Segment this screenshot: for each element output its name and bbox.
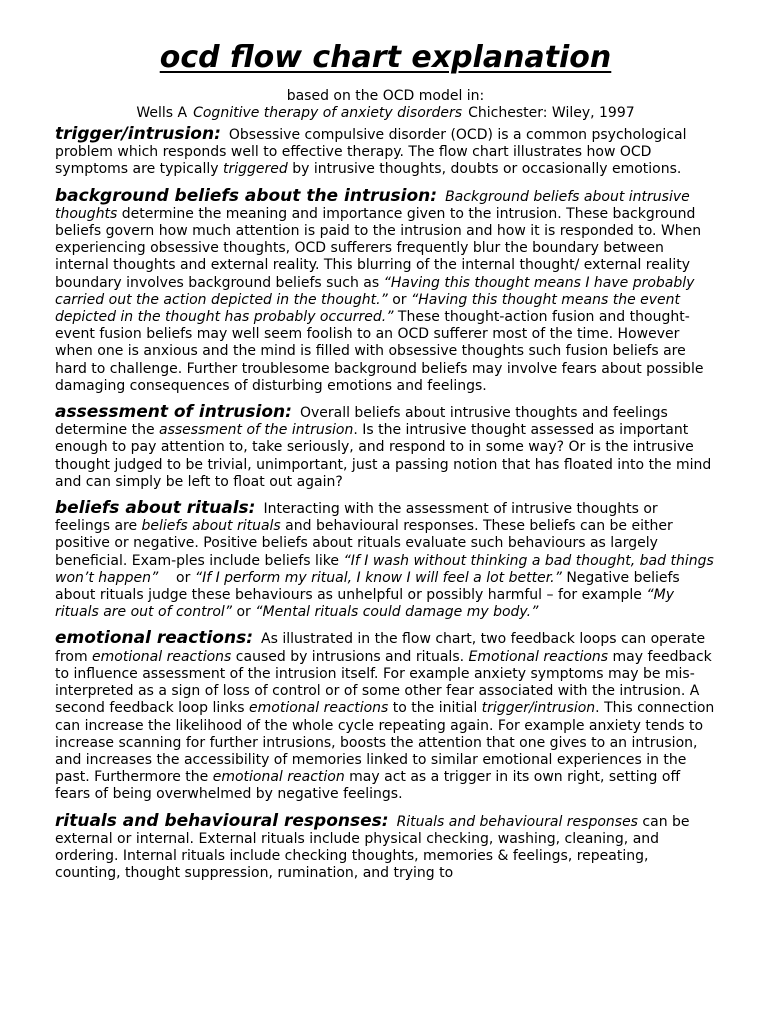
section-text: may act as a trigger in its own right, setting off fears of being overwhelmed by negative feelings. (55, 769, 681, 803)
citation-book-title: Cognitive therapy of anxiety disorders (193, 105, 463, 121)
section-beliefs-about-rituals (55, 500, 716, 621)
section-text: determine the meaning and importance given to the intrusion. These background beliefs govern how much attention is paid to the intrusion and how it is responded to. When experiencing obsessive thoughts, OCD sufferers frequently blur the boundary between internal thoughts and external reality. This blurring of the internal thought/ external reality boundary involves background beliefs such as (55, 205, 702, 291)
section-emphasis: assessment of the intrusion (159, 422, 354, 439)
section-rituals-behavioural-responses (55, 810, 716, 883)
section-emphasis: Background beliefs about intrusive thoughts (55, 188, 690, 222)
section-text: As illustrated in the flow chart, two feedback loops can operate from (55, 631, 706, 665)
section-emphasis: trigger/intrusion (481, 700, 596, 717)
section-quote: “If I perform my ritual, I know I will feel a lot better.” (194, 569, 562, 586)
section-text: Obsessive compulsive disorder (OCD) is a common psychological problem which responds well to effective therapy. The flow chart illustrates how OCD symptoms are typically (55, 127, 687, 178)
section-quote: “Having this thought means the event depicted in the thought has probably occurred.” (55, 291, 681, 326)
section-emotional-reactions (55, 630, 716, 803)
section-text: Negative beliefs about rituals judge these behaviours as unhelpful or possibly harmful – for example (55, 569, 680, 604)
section-heading: rituals and behavioural responses: (55, 810, 389, 831)
section-text: caused by intrusions and rituals. (231, 648, 469, 665)
citation-author: Wells A (136, 105, 188, 121)
section-text: Overall beliefs about intrusive thoughts and feelings determine the (55, 405, 668, 439)
section-text: . Is the intrusive thought assessed as important enough to pay attention to, take seriously, and respond to in some way? Or is the intrusive thought judged to be trivial, unimportant, just a passing notion that has floated into the mind and can simply be left to float out again? (55, 422, 712, 490)
section-quote: “Having this thought means I have probably carried out the action depicted in the thought.” (55, 274, 695, 308)
document-title: ocd flow chart explanation (159, 40, 612, 75)
section-text: . This connection can increase the likelihood of the whole cycle repeating again. For example anxiety tends to increase scanning for further intrusions, boosts the attention that one gives to an intrusion, and increases the accessibility of memories linked to similar emotional experiences in the past. Furthermore the (55, 700, 715, 786)
section-heading: trigger/intrusion: (55, 124, 221, 144)
section-background-beliefs (55, 185, 716, 395)
section-emphasis: emotional reactions (249, 700, 389, 717)
section-quote: “My rituals are out of control” (55, 587, 674, 621)
citation-intro: based on the OCD model in: (286, 88, 485, 104)
section-text: or (387, 291, 412, 308)
section-text: can be external or internal. External rituals include physical checking, washing, cleaning, and ordering. Internal rituals include checking thoughts, memories & feelings, repeating, counting, thought suppression, rumination, and trying to (55, 813, 690, 882)
section-heading: background beliefs about the intrusion: (55, 185, 438, 206)
section-emphasis: beliefs about rituals (141, 518, 281, 535)
section-text: or (232, 604, 256, 621)
section-text: by intrusive thoughts, doubts or occasionally emotions. (287, 161, 682, 178)
section-heading: emotional reactions: (55, 628, 253, 649)
section-text: and behavioural responses. These beliefs can be either positive or negative. Positive beliefs about rituals evaluate such behaviours as largely beneficial. Exam-ples include beliefs like (55, 518, 673, 569)
citation-reference (55, 105, 716, 122)
section-trigger-intrusion (55, 126, 716, 179)
section-emphasis: triggered (222, 161, 288, 178)
section-text: to the initial (388, 700, 482, 717)
section-emphasis: Emotional reactions (468, 648, 609, 665)
section-text: These thought-action fusion and thought-event fusion beliefs may well seem foolish to an OCD sufferer most of the time. However when one is anxious and the mind is filled with obsessive thoughts such fusion beliefs are hard to challenge. Further troublesome background beliefs may involve fears about possible damaging consequences of disturbing emotions and feelings. (55, 309, 704, 394)
citation-publisher: Chichester: Wiley, 1997 (468, 105, 635, 121)
section-heading: assessment of intrusion: (55, 402, 292, 423)
section-quote: “Mental rituals could damage my body.” (255, 604, 539, 621)
section-heading: beliefs about rituals: (55, 498, 256, 519)
section-text: Interacting with the assessment of intrusive thoughts or feelings are (55, 501, 658, 535)
section-emphasis: Rituals and behavioural responses (396, 813, 638, 830)
section-text: or (158, 569, 195, 586)
section-text: may feedback to influence assessment of the intrusion itself. For example anxiety symptoms may be mis-interpreted as a sign of loss of control or of some other fear associated with the intrusion. A second feedback loop links (55, 648, 712, 717)
section-emphasis: emotional reaction (212, 769, 345, 786)
section-emphasis: emotional reactions (92, 648, 232, 665)
section-quote: “If I wash without thinking a bad thought, bad things won’t happen” (55, 552, 714, 586)
section-assessment-of-intrusion (55, 404, 716, 491)
